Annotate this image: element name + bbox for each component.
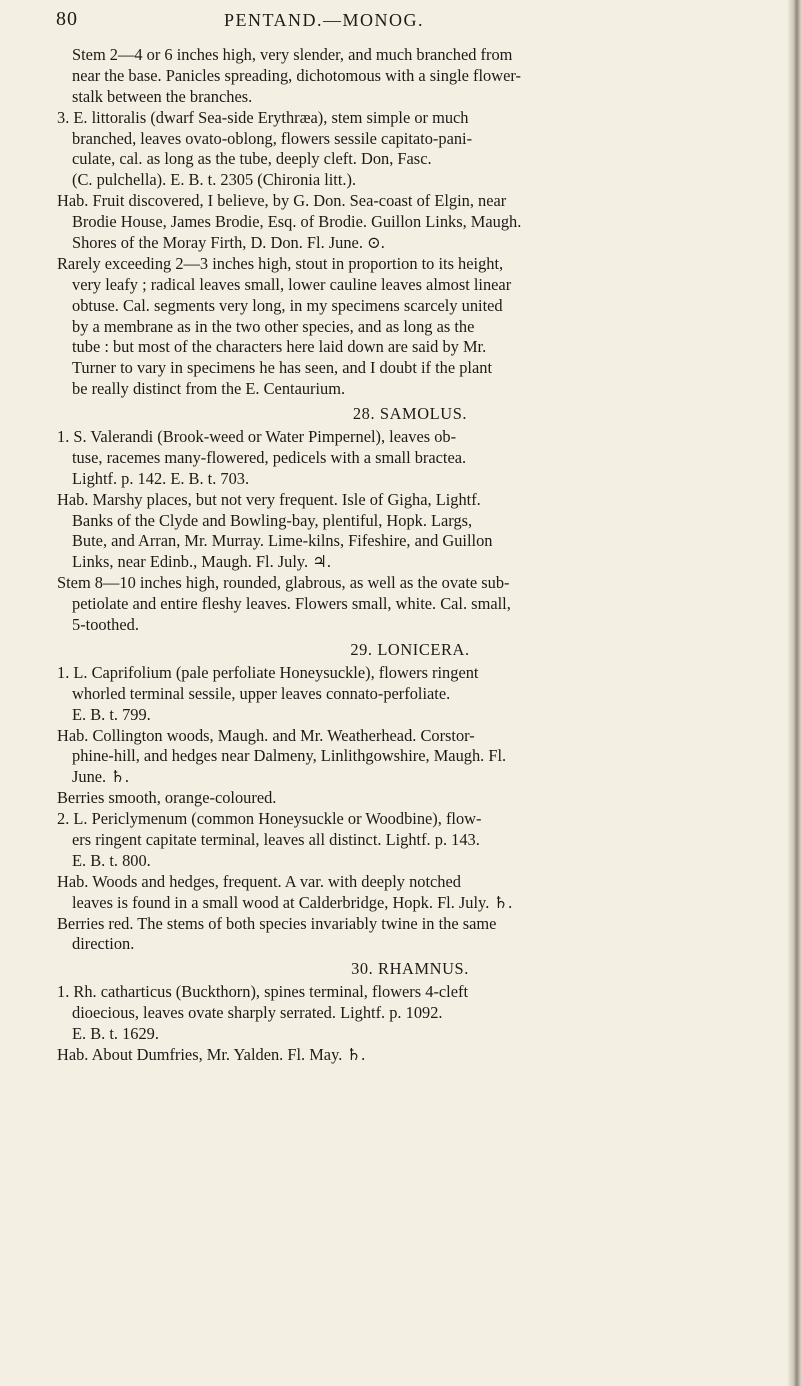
genus-heading: 29. LONICERA. [350, 639, 470, 659]
species-entry-line: 3. E. littoralis (dwarf Sea-side Erythræa), stem simple or much [57, 107, 469, 127]
text-line: obtuse. Cal. segments very long, in my specimens scarcely united [72, 295, 503, 315]
text-line: be really distinct from the E. Centaurium. [72, 379, 346, 399]
text-line: leaves is found in a small wood at Calderbridge, Hopk. Fl. July. ♄. [72, 892, 513, 912]
habitat-line: Hab. About Dumfries, Mr. Yalden. Fl. May. ♄. [57, 1044, 366, 1064]
text-line: 5-toothed. [72, 615, 139, 635]
text-line: culate, cal. as long as the tube, deeply cleft. Don, Fasc. [72, 149, 432, 169]
text-line: phine-hill, and hedges near Dalmeny, Linlithgowshire, Maugh. Fl. [72, 746, 507, 766]
running-title: PENTAND.—MONOG. [224, 10, 425, 30]
page-body [57, 45, 763, 1066]
text-line: stalk between the branches. [72, 86, 253, 106]
description-line: Rarely exceeding 2—3 inches high, stout in proportion to its height, [57, 253, 504, 273]
page-header [56, 8, 756, 38]
text-line: dioecious, leaves ovate sharply serrated. Lightf. p. 1092. [72, 1003, 443, 1023]
species-entry-line: 1. L. Caprifolium (pale perfoliate Honeysuckle), flowers ringent [57, 662, 479, 682]
text-line: Bute, and Arran, Mr. Murray. Lime-kilns, Fifeshire, and Guillon [72, 531, 493, 551]
description-line: Berries red. The stems of both species invariably twine in the same [57, 913, 497, 933]
text-line: near the base. Panicles spreading, dichotomous with a single flower- [72, 65, 521, 85]
text-line: Links, near Edinb., Maugh. Fl. July. ♃. [72, 552, 332, 572]
text-line: June. ♄. [72, 767, 130, 787]
genus-heading: 30. RHAMNUS. [351, 959, 469, 979]
text-line: Stem 2—4 or 6 inches high, very slender, and much branched from [72, 45, 513, 64]
description-line: Stem 8—10 inches high, rounded, glabrous, as well as the ovate sub- [57, 573, 510, 593]
text-line: (C. pulchella). E. B. t. 2305 (Chironia litt.). [72, 170, 357, 190]
page-edge-shadow [787, 0, 801, 1386]
text-line: branched, leaves ovato-oblong, flowers sessile capitato-pani- [72, 128, 473, 148]
text-line: Lightf. p. 142. E. B. t. 703. [72, 468, 250, 488]
text-line: direction. [72, 934, 135, 954]
text-line: E. B. t. 1629. [72, 1023, 159, 1043]
description-line: Berries smooth, orange-coloured. [57, 788, 277, 808]
text-line: whorled terminal sessile, upper leaves connato-perfoliate. [72, 683, 451, 703]
text-line: Turner to vary in specimens he has seen, and I doubt if the plant [72, 358, 492, 378]
species-entry-line: 2. L. Periclymenum (common Honeysuckle or Woodbine), flow- [57, 809, 482, 829]
text-line: by a membrane as in the two other species, and as long as the [72, 316, 475, 336]
text-line: ers ringent capitate terminal, leaves all distinct. Lightf. p. 143. [72, 829, 480, 849]
species-entry-line: 1. S. Valerandi (Brook-weed or Water Pimpernel), leaves ob- [57, 427, 457, 447]
habitat-line: Hab. Marshy places, but not very frequent. Isle of Gigha, Lightf. [57, 489, 481, 509]
habitat-line: Hab. Fruit discovered, I believe, by G. Don. Sea-coast of Elgin, near [57, 191, 507, 211]
text-line: tuse, racemes many-flowered, pedicels with a small bractea. [72, 447, 467, 467]
habitat-line: Hab. Collington woods, Maugh. and Mr. Weatherhead. Corstor- [57, 725, 475, 745]
text-line: Shores of the Moray Firth, D. Don. Fl. June. ⊙. [72, 233, 385, 253]
habitat-line: Hab. Woods and hedges, frequent. A var. with deeply notched [57, 871, 461, 891]
text-line: petiolate and entire fleshy leaves. Flowers small, white. Cal. small, [72, 594, 511, 614]
text-line: E. B. t. 799. [72, 704, 151, 724]
species-entry-line: 1. Rh. catharticus (Buckthorn), spines terminal, flowers 4-cleft [57, 982, 469, 1002]
text-line: Banks of the Clyde and Bowling-bay, plentiful, Hopk. Largs, [72, 510, 473, 530]
page-number: 80 [56, 8, 78, 30]
text-line: very leafy ; radical leaves small, lower cauline leaves almost linear [72, 274, 512, 294]
text-line: E. B. t. 800. [72, 850, 151, 870]
text-line: Brodie House, James Brodie, Esq. of Brodie. Guillon Links, Maugh. [72, 212, 522, 232]
genus-heading: 28. SAMOLUS. [352, 404, 468, 424]
text-line: tube : but most of the characters here laid down are said by Mr. [72, 337, 487, 357]
